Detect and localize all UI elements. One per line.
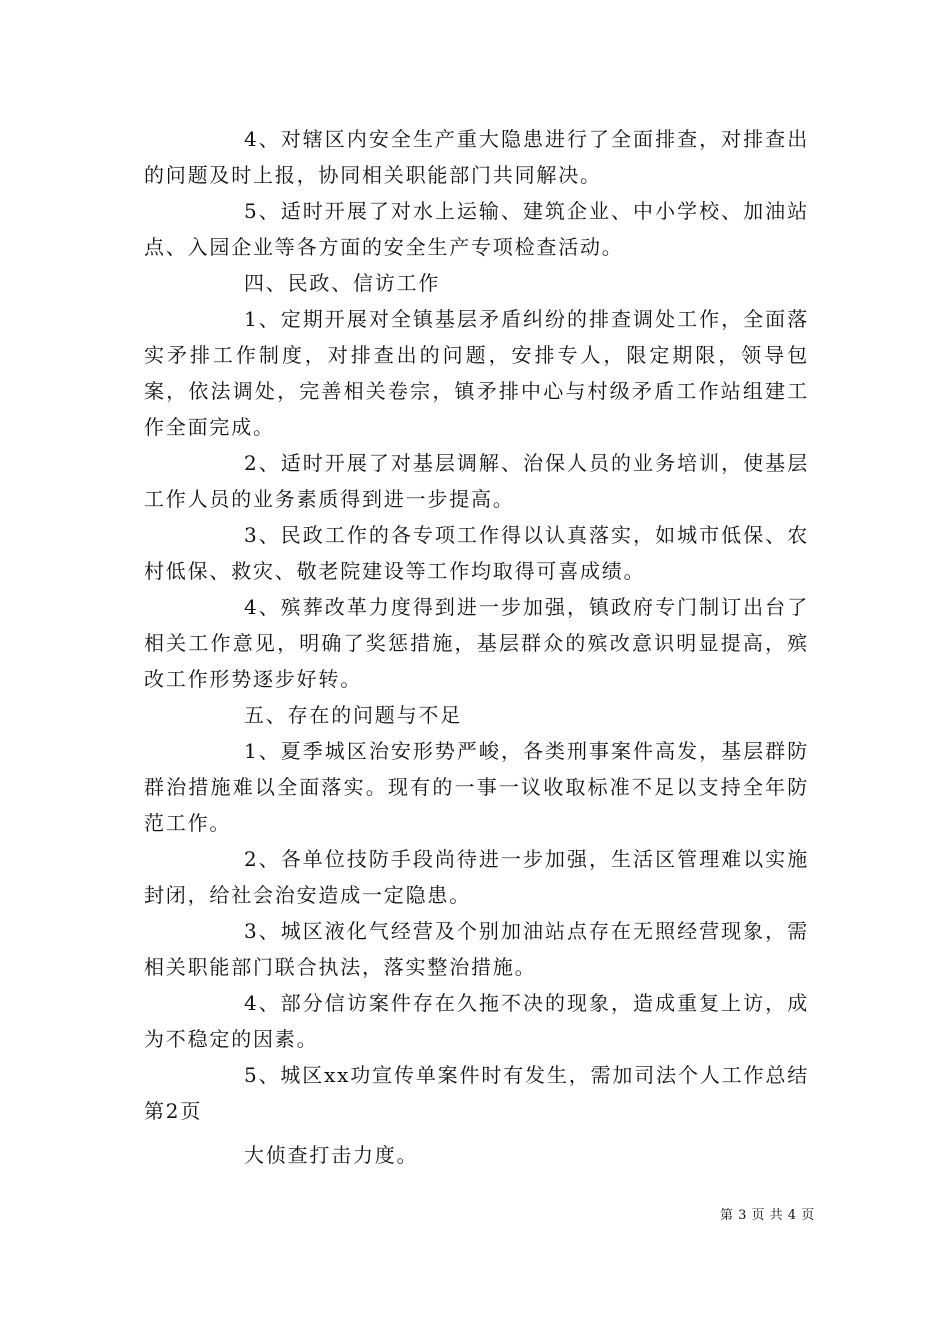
paragraph-civil-3: 3、民政工作的各专项工作得以认真落实，如城市低保、农村低保、救灾、敬老院建设等工作均取得可喜成绩。 bbox=[144, 523, 809, 583]
paragraph-continuation: 大侦查打击力度。 bbox=[244, 1143, 419, 1167]
paragraph-civil-1: 1、定期开展对全镇基层矛盾纠纷的排查调处工作，全面落实矛排工作制度，对排查出的问题，安排专人，限定期限，领导包案，依法调处，完善相关卷宗，镇矛排中心与村级矛盾工作站组建工作全面完成。 bbox=[144, 307, 809, 439]
paragraph-problem-2: 2、各单位技防手段尚待进一步加强，生活区管理难以实施封闭，给社会治安造成一定隐患。 bbox=[144, 847, 809, 907]
page-number-footer: 第 3 页 共 4 页 bbox=[720, 1208, 815, 1223]
section-heading-civil-affairs: 四、民政、信访工作 bbox=[244, 271, 441, 295]
paragraph-safety-4: 4、对辖区内安全生产重大隐患进行了全面排查，对排查出的问题及时上报，协同相关职能部门共同解决。 bbox=[144, 127, 809, 187]
paragraph-problem-5: 5、城区xx功宣传单案件时有发生，需加司法个人工作总结第2页 bbox=[144, 1063, 809, 1123]
paragraph-problem-1: 1、夏季城区治安形势严峻，各类刑事案件高发，基层群防群治措施难以全面落实。现有的一事一议收取标准不足以支持全年防范工作。 bbox=[144, 739, 809, 835]
paragraph-civil-2: 2、适时开展了对基层调解、治保人员的业务培训，使基层工作人员的业务素质得到进一步提高。 bbox=[144, 451, 809, 511]
paragraph-safety-5: 5、适时开展了对水上运输、建筑企业、中小学校、加油站点、入园企业等各方面的安全生产专项检查活动。 bbox=[144, 199, 809, 259]
paragraph-problem-3: 3、城区液化气经营及个别加油站点存在无照经营现象，需相关职能部门联合执法，落实整治措施。 bbox=[144, 919, 809, 979]
section-heading-problems: 五、存在的问题与不足 bbox=[244, 703, 462, 727]
document-body bbox=[144, 121, 809, 1173]
paragraph-civil-4: 4、殡葬改革力度得到进一步加强，镇政府专门制订出台了相关工作意见，明确了奖惩措施，基层群众的殡改意识明显提高，殡改工作形势逐步好转。 bbox=[144, 595, 809, 691]
paragraph-problem-4: 4、部分信访案件存在久拖不决的现象，造成重复上访，成为不稳定的因素。 bbox=[144, 991, 809, 1051]
